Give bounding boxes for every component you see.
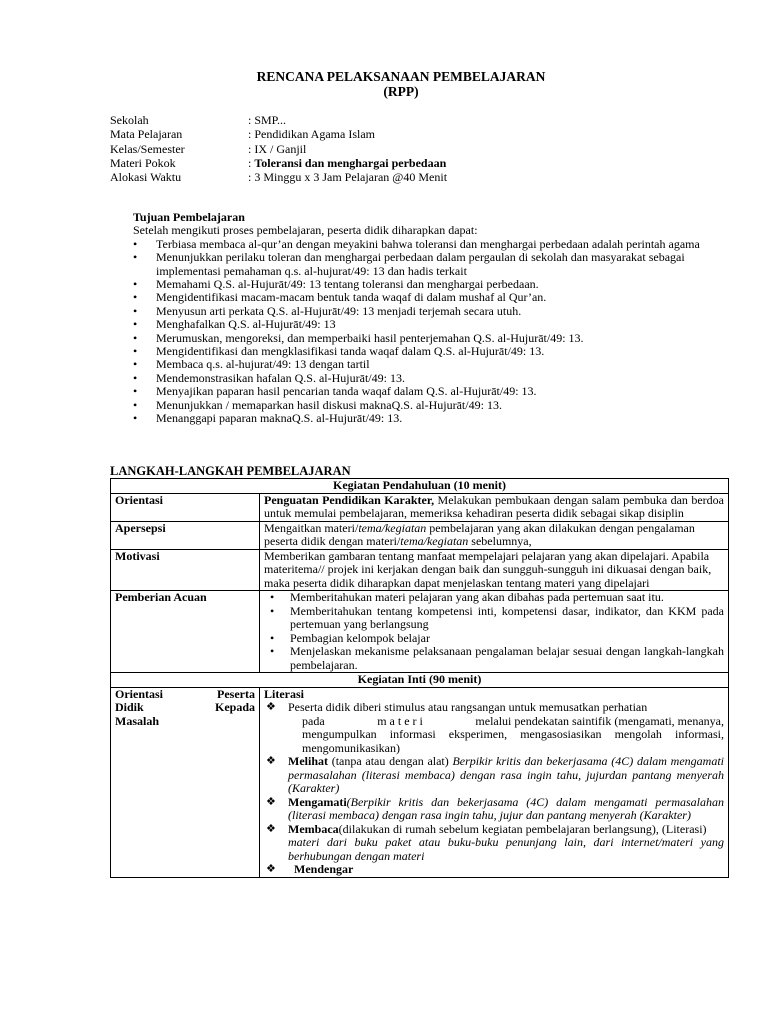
inti-paragraph xyxy=(264,701,724,755)
table-row xyxy=(111,479,729,494)
langkah-heading: LANGKAH-LANGKAH PEMBELAJARAN xyxy=(110,464,351,478)
inti-text: melalui pendekatan saintifik (mengamati, menanya, xyxy=(475,713,724,728)
four-diamond-icon: ❖ xyxy=(266,701,276,713)
info-label: Kelas/Semester xyxy=(110,141,185,156)
melihat-text: (tanpa atau dengan alat) xyxy=(328,754,453,768)
list-item: • Memberitahukan materi pelajaran yang akan dibahas pada pertemuan saat itu. xyxy=(264,591,724,605)
row-content-orientasi xyxy=(260,493,729,521)
list-item: • Mengidentifikasi dan mengklasifikasi tanda waqaf dalam Q.S. al-Hujurāt/49: 13. xyxy=(133,345,733,358)
activities-table xyxy=(110,478,729,878)
label-line xyxy=(115,688,255,702)
inti-text: pada xyxy=(302,713,325,728)
info-value: Toleransi dan menghargai perbedaan xyxy=(254,155,447,170)
list-item: • Menunjukkan / memaparkan hasil diskusi maknaQ.S. al-Hujurāt/49: 13. xyxy=(133,399,733,412)
list-item: • Terbiasa membaca al-qur’an dengan meyakini bahwa toleransi dan menghargai perbedaan adalah perintah agama xyxy=(133,238,733,251)
identity-block xyxy=(110,113,447,184)
row-content-acuan xyxy=(260,591,729,673)
inti-text: mengumpulkan informasi eksperimen, mengasosiasikan mengolah informasi, mengomunikasikan) xyxy=(302,727,724,755)
list-item: • Menyajikan paparan hasil pencarian tanda waqaf dalam Q.S. al-Hujurāt/49: 13. xyxy=(133,385,733,398)
inti-spread-line xyxy=(288,715,724,729)
inti-text: m a t e r i xyxy=(377,713,423,728)
membaca-item xyxy=(264,823,724,864)
list-item: • Menanggapi paparan maknaQ.S. al-Hujurāt/49: 13. xyxy=(133,412,733,425)
mengamati-bold: Mengamati xyxy=(288,794,347,809)
info-label: Mata Pelajaran xyxy=(110,127,183,142)
section-inti-title: Kegiatan Inti (90 menit) xyxy=(111,673,729,688)
info-row-sekolah xyxy=(110,113,447,127)
info-value: : Pendidikan Agama Islam xyxy=(248,127,375,142)
literasi-heading: Literasi xyxy=(264,686,304,701)
label-word: Orientasi xyxy=(115,686,163,701)
label-word: Kepada xyxy=(214,700,255,714)
orientasi-bold: Penguatan Pendidikan Karakter, xyxy=(264,492,435,507)
row-label-apersepsi: Apersepsi xyxy=(111,521,260,549)
table-row xyxy=(111,521,729,549)
four-diamond-icon: ❖ xyxy=(266,822,276,835)
info-value: : 3 Minggu x 3 Jam Pelajaran @40 Menit xyxy=(248,170,448,185)
inti-text: Peserta didik diberi stimulus atau rangsangan untuk memusatkan perhatian xyxy=(288,700,648,714)
info-label: Sekolah xyxy=(110,113,149,127)
melihat-item xyxy=(264,755,724,796)
tujuan-intro: Setelah mengikuti proses pembelajaran, peserta didik diharapkan dapat: xyxy=(133,223,478,238)
row-label-acuan: Pemberian Acuan xyxy=(111,591,260,673)
info-row-alokasi xyxy=(110,170,447,184)
table-row xyxy=(111,591,729,673)
list-item: • Menghafalkan Q.S. al-Hujurāt/49: 13 xyxy=(133,318,733,331)
list-item: • Pembagian kelompok belajar xyxy=(264,632,724,646)
apersepsi-text: Mengaitkan materi/ xyxy=(264,520,359,535)
table-row xyxy=(111,549,729,591)
orientasi-text: Melakukan pembukaan dengan salam pembuka dan berdoa untuk memulai pembelajaran, memeriksa kehadiran peserta didik sebagai sikap disiplin xyxy=(264,492,724,520)
mendengar-bold: Mendengar xyxy=(294,862,354,876)
info-label: Alokasi Waktu xyxy=(110,170,182,185)
info-row-kelas xyxy=(110,142,447,156)
row-content-motivasi: Memberikan gambaran tentang manfaat mempelajari pelajaran yang akan dipelajari. Apabila materitema// projek ini kerjakan dengan baik dan sungguh-sungguh ini dikuasai dengan baik, maka peserta didik diharapkan dapat menjelaskan tentang materi yang dipelajari xyxy=(260,549,729,591)
label-line xyxy=(115,701,255,715)
acuan-list xyxy=(264,591,724,672)
row-label-orientasi-masalah xyxy=(111,687,260,877)
row-content-apersepsi xyxy=(260,521,729,549)
document-subtitle: (RPP) xyxy=(383,84,419,99)
mengamati-italic: (Berpikir kritis dan bekerjasama (4C) dalam mengamati permasalahan (literasi membaca) dengan rasa ingin tahu, jujur dan pantang menyerah (Karakter) xyxy=(288,794,724,822)
tujuan-list xyxy=(133,238,733,426)
list-item: • Memberitahukan tentang kompetensi inti, kompetensi dasar, indikator, dan KKM pada pertemuan yang berlangsung xyxy=(264,605,724,632)
membaca-text: (dilakukan di rumah sebelum kegiatan pembelajaran berlangsung), (Literasi) xyxy=(338,821,707,836)
membaca-bold: Membaca xyxy=(288,821,339,836)
list-item: • Membaca q.s. al-hujurat/49: 13 dengan tartil xyxy=(133,358,733,371)
tujuan-heading: Tujuan Pembelajaran xyxy=(133,210,245,224)
list-item: • Menjelaskan mekanisme pelaksanaan pengalaman belajar sesuai dengan langkah-langkah pembelajaran. xyxy=(264,645,724,672)
info-label: Materi Pokok xyxy=(110,155,176,170)
membaca-italic: materi dari buku paket atau buku-buku penunjang lain, dari internet/materi yang berhubungan dengan materi xyxy=(288,835,724,863)
table-row xyxy=(111,687,729,877)
section-pendahuluan-title: Kegiatan Pendahuluan (10 menit) xyxy=(111,479,729,494)
apersepsi-text: pembelajaran yang akan dilakukan dengan pengalaman peserta didik dengan materi/ xyxy=(264,520,695,548)
melihat-italic: Berpikir kritis dan bekerjasama (4C) dalam mengamati permasalahan (literasi membaca) dengan rasa ingin tahu, jujurdan pantang menyerah (Karakter) xyxy=(288,754,724,795)
melihat-bold: Melihat xyxy=(288,754,328,768)
list-item: • Mengidentifikasi macam-macam bentuk tanda waqaf di dalam mushaf al Qur’an. xyxy=(133,291,733,304)
info-value: : IX / Ganjil xyxy=(248,141,307,156)
info-row-materi xyxy=(110,156,447,170)
list-item: • Merumuskan, mengoreksi, dan memperbaiki hasil penterjemahan Q.S. al-Hujurāt/49: 13. xyxy=(133,332,733,345)
four-diamond-icon: ❖ xyxy=(266,755,276,767)
label-word: Peserta xyxy=(217,686,255,701)
apersepsi-text: sebelumnya, xyxy=(468,534,532,548)
info-value: : SMP... xyxy=(248,113,287,127)
list-item: • Mendemonstrasikan hafalan Q.S. al-Hujurāt/49: 13. xyxy=(133,372,733,385)
apersepsi-italic: tema/kegiatan xyxy=(400,534,469,548)
row-label-orientasi: Orientasi xyxy=(111,493,260,521)
info-row-mapel xyxy=(110,127,447,141)
document-title: RENCANA PELAKSANAAN PEMBELAJARAN xyxy=(256,69,546,84)
row-label-motivasi: Motivasi xyxy=(111,549,260,591)
four-diamond-icon: ❖ xyxy=(266,795,276,808)
info-value-prefix: : xyxy=(248,155,255,170)
apersepsi-italic: tema/kegiatan xyxy=(358,520,427,535)
four-diamond-icon: ❖ xyxy=(266,863,276,875)
label-word: Masalah xyxy=(115,713,160,728)
mendengar-item xyxy=(264,863,724,877)
list-item: • Menyusun arti perkata Q.S. al-Hujurāt/49: 13 menjadi terjemah secara utuh. xyxy=(133,305,733,318)
list-item: • Menunjukkan perilaku toleran dan menghargai perbedaan dalam pergaulan di sekolah dan masyarakat sebagai implementasi pemahaman q.s. al-hujurat/49: 13 dan hadis terkait xyxy=(133,251,733,278)
row-content-inti xyxy=(260,687,729,877)
tujuan-section xyxy=(133,211,733,426)
table-row xyxy=(111,673,729,688)
mengamati-item xyxy=(264,796,724,823)
table-row xyxy=(111,493,729,521)
label-word: Didik xyxy=(115,700,144,714)
list-item: • Memahami Q.S. al-Hujurāt/49: 13 tentang toleransi dan menghargai perbedaan. xyxy=(133,278,733,291)
